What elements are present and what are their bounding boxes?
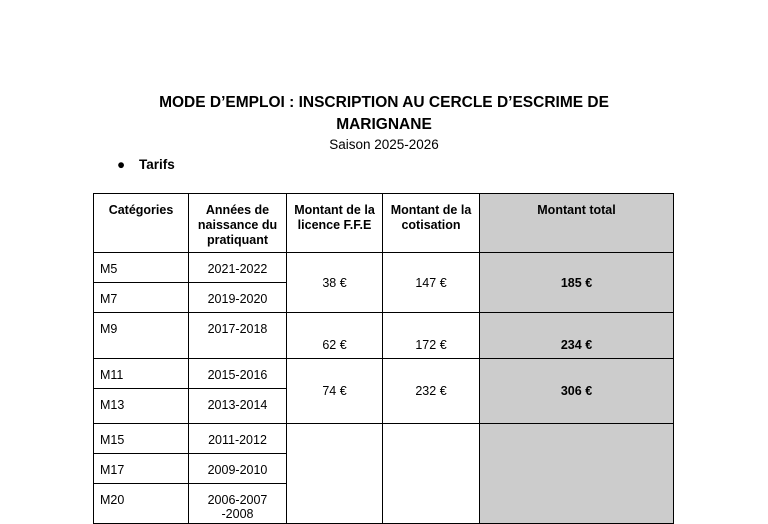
years-cell: 2021-2022 [189, 253, 287, 283]
licence-cell [287, 424, 383, 524]
years-cell: 2015-2016 [189, 359, 287, 389]
table-header-row [94, 194, 674, 253]
cotisation-cell: 232 € [383, 359, 480, 424]
total-cell [480, 424, 674, 524]
table-row [94, 424, 674, 454]
category-cell: M5 [94, 253, 189, 283]
season-subtitle: Saison 2025-2026 [329, 137, 439, 152]
tarifs-table [93, 193, 674, 524]
total-cell: 234 € [480, 313, 674, 359]
category-cell: M13 [94, 389, 189, 424]
cotisation-cell [383, 424, 480, 524]
category-cell: M7 [94, 283, 189, 313]
years-cell: 2019-2020 [189, 283, 287, 313]
page-title-line1: MODE D’EMPLOI : INSCRIPTION AU CERCLE D’ESCRIME DE [159, 94, 609, 111]
licence-cell: 38 € [287, 253, 383, 313]
years-cell: 2006-2007 -2008 [189, 484, 287, 524]
page-title-line2: MARIGNANE [336, 116, 432, 133]
years-cell: 2009-2010 [189, 454, 287, 484]
category-cell: M20 [94, 484, 189, 524]
section-label: Tarifs [139, 157, 175, 172]
bullet-icon: ● [117, 157, 126, 172]
total-cell: 306 € [480, 359, 674, 424]
category-cell: M15 [94, 424, 189, 454]
cotisation-cell: 147 € [383, 253, 480, 313]
category-cell: M11 [94, 359, 189, 389]
table-row [94, 313, 674, 359]
header-licence: Montant de la licence F.F.E [287, 194, 383, 253]
header-categories: Catégories [94, 194, 189, 253]
header-total: Montant total [480, 194, 674, 253]
years-cell: 2017-2018 [189, 313, 287, 359]
years-cell: 2011-2012 [189, 424, 287, 454]
header-annees: Années de naissance du pratiquant [189, 194, 287, 253]
category-cell: M9 [94, 313, 189, 359]
total-cell: 185 € [480, 253, 674, 313]
table-row [94, 359, 674, 389]
header-cotisation: Montant de la cotisation [383, 194, 480, 253]
category-cell: M17 [94, 454, 189, 484]
cotisation-cell: 172 € [383, 313, 480, 359]
licence-cell: 62 € [287, 313, 383, 359]
table-row [94, 253, 674, 283]
section-tarifs [117, 157, 175, 173]
licence-cell: 74 € [287, 359, 383, 424]
years-cell: 2013-2014 [189, 389, 287, 424]
